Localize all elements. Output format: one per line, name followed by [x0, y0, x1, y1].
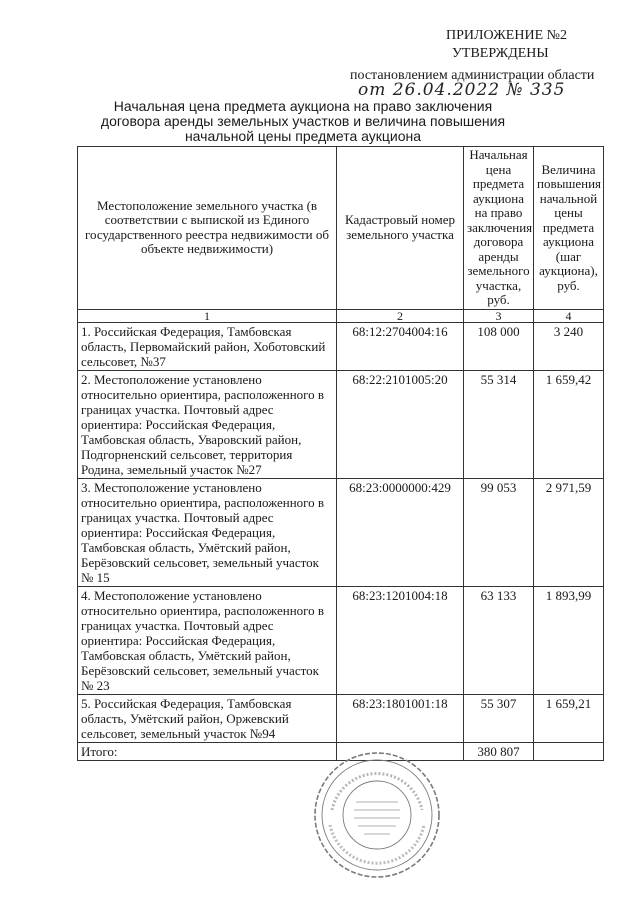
- table-row: [78, 694, 604, 742]
- cell-cadastral: 68:23:1201004:18: [337, 586, 464, 694]
- cell-location: 3. Местоположение установлено относительно ориентира, расположенного в границах участка. Почтовый адрес ориентира: Российская Федерация, Тамбовская область, Умётский район, Берёзовский сельсовет, земельный участок № 15: [78, 478, 337, 586]
- column-number: 4: [534, 309, 604, 322]
- cell-cadastral: 68:23:1801001:18: [337, 694, 464, 742]
- cell-cadastral: 68:22:2101005:20: [337, 370, 464, 478]
- table-row: [78, 586, 604, 694]
- total-value: 380 807: [464, 742, 534, 760]
- column-header-step: Величина повышения начальной цены предмета аукциона (шаг аукциона), руб.: [534, 147, 604, 310]
- appendix-label: ПРИЛОЖЕНИЕ №2: [446, 28, 567, 43]
- cell-price: 99 053: [464, 478, 534, 586]
- column-number: 2: [337, 309, 464, 322]
- cell-step: 1 893,99: [534, 586, 604, 694]
- cell-location: 1. Российская Федерация, Тамбовская область, Первомайский район, Хоботовский сельсовет, №37: [78, 322, 337, 370]
- cell-price: 55 314: [464, 370, 534, 478]
- total-empty-cell: [534, 742, 604, 760]
- auction-price-table: [77, 146, 604, 761]
- round-seal-stamp-icon: [312, 750, 442, 880]
- table-row: [78, 370, 604, 478]
- cell-price: 55 307: [464, 694, 534, 742]
- cell-step: 1 659,42: [534, 370, 604, 478]
- column-header-price: Начальная цена предмета аукциона на право заключения договора аренды земельного участка, руб.: [464, 147, 534, 310]
- cell-location: 5. Российская Федерация, Тамбовская область, Умётский район, Оржевский сельсовет, земельный участок №94: [78, 694, 337, 742]
- cell-step: 2 971,59: [534, 478, 604, 586]
- column-number-row: [78, 309, 604, 322]
- document-title: Начальная цена предмета аукциона на право заключения договора аренды земельных участков и величина повышения начальной цены предмета аукциона: [100, 98, 506, 144]
- cell-location: 2. Местоположение установлено относительно ориентира, расположенного в границах участка. Почтовый адрес ориентира: Российская Федерация, Тамбовская область, Уваровский район, Подгорненский сельсовет, территория Родина, земельный участок №27: [78, 370, 337, 478]
- cell-cadastral: 68:23:0000000:429: [337, 478, 464, 586]
- column-number: 1: [78, 309, 337, 322]
- cell-price: 108 000: [464, 322, 534, 370]
- handwritten-date-number: от 26.04.2022 № 335: [358, 80, 566, 100]
- cell-step: 1 659,21: [534, 694, 604, 742]
- table-row: [78, 478, 604, 586]
- cell-step: 3 240: [534, 322, 604, 370]
- approved-label: УТВЕРЖДЕНЫ: [452, 46, 549, 61]
- cell-cadastral: 68:12:2704004:16: [337, 322, 464, 370]
- decree-label: постановлением администрации области: [350, 68, 595, 83]
- table-header-row: [78, 147, 604, 310]
- table-row: [78, 322, 604, 370]
- cell-location: 4. Местоположение установлено относительно ориентира, расположенного в границах участка. Почтовый адрес ориентира: Российская Федерация, Тамбовская область, Умётский район, Берёзовский сельсовет, земельный участок № 23: [78, 586, 337, 694]
- total-label: Итого:: [78, 742, 337, 760]
- column-header-location: Местоположение земельного участка (в соответствии с выпиской из Единого государственного реестра недвижимости об объекте недвижимости): [78, 147, 337, 310]
- cell-price: 63 133: [464, 586, 534, 694]
- column-header-cadastral: Кадастровый номер земельного участка: [337, 147, 464, 310]
- column-number: 3: [464, 309, 534, 322]
